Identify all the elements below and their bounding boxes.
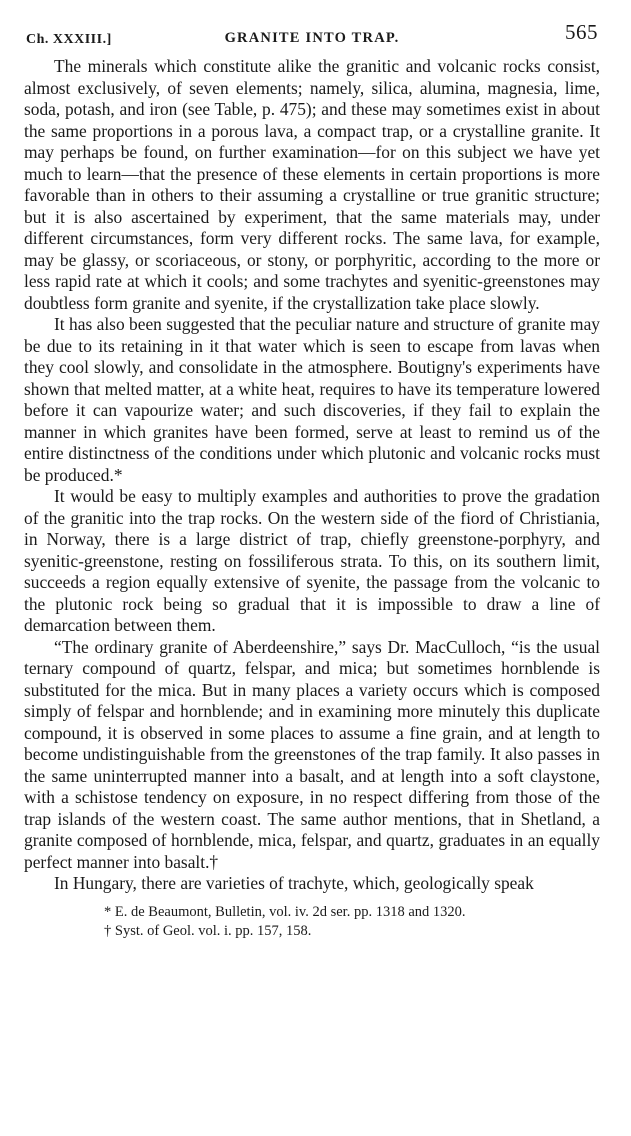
running-head — [24, 18, 600, 52]
paragraph: It would be easy to multiply examples and authorities to prove the gradation of the granitic into the trap rocks. On the western side of the fiord of Christiania, in Norway, there is a large district of trap, chiefly greenstone-porphyry, and syenitic-greenstone, resting on fossiliferous strata. To this, on its southern limit, succeeds a region equally extensive of syenite, the passage from the volcanic to the plutonic rock being so gradual that it is impossible to draw a line of demarcation between them. — [24, 486, 600, 635]
paragraph: “The ordinary granite of Aberdeenshire,” says Dr. MacCulloch, “is the usual ternary compound of quartz, felspar, and mica; but sometimes hornblende is substituted for the mica. But in many places a variety occurs which is composed simply of felspar and hornblende; and in examining more minutely this duplicate compound, it is observed in some places to assume a fine grain, and at length to become undistinguishable from the greenstones of the trap family. It also passes in the same uninterrupted manner into a basalt, and at length into a soft claystone, with a schistose tendency on exposure, in no respect differing from those of the trap islands of the western coast. The same author mentions, that in Shetland, a granite composed of hornblende, mica, felspar, and quartz, graduates in an equally perfect manner into basalt.† — [24, 636, 600, 872]
chapter-reference: Ch. XXXIII.] — [26, 32, 112, 47]
paragraph-continued: In Hungary, there are varieties of trachyte, which, geologically speak — [54, 873, 534, 893]
paragraph: The minerals which constitute alike the granitic and volcanic rocks consist, almost exclusively, of seven elements; namely, silica, alumina, magnesia, lime, soda, potash, and iron (see Table, p. 475); and these may sometimes exist in about the same proportions in a porous lava, a compact trap, or a crystalline granite. It may perhaps be found, on further examination—for on this subject we have yet much to learn—that the presence of these elements in certain proportions is more favorable than in others to their assuming a crystalline or true granitic structure; but it is also ascertained by experiment, that the same materials may, under different circumstances, form very different rocks. The same lava, for example, may be glassy, or scoriaceous, or stony, or porphyritic, according to the more or less rapid rate at which it cools; and some trachytes and syenitic-greenstones may doubtless form granite and syenite, if the crystallization take place slowly. — [24, 56, 600, 313]
paragraph: It has also been suggested that the peculiar nature and structure of granite may be due to its retaining in it that water which is seen to escape from lavas when they cool slowly, and consolidate in the atmosphere. Boutigny's experiments have shown that melted matter, at a white heat, requires to have its temperature lowered before it can vapourize water; and such discoveries, if they fail to explain the manner in which granites have been formed, serve at least to remind us of the entire distinctness of the conditions under which plutonic and volcanic rocks must be produced.* — [24, 314, 600, 485]
page-number: 565 — [565, 20, 598, 44]
book-page — [24, 18, 600, 941]
footnote-dagger: † Syst. of Geol. vol. i. pp. 157, 158. — [104, 922, 312, 939]
footnote-asterisk: * E. de Beaumont, Bulletin, vol. iv. 2d ser. pp. 1318 and 1320. — [104, 903, 466, 920]
footnotes — [24, 903, 600, 941]
body-text — [24, 56, 600, 895]
running-title: GRANITE INTO TRAP. — [224, 30, 400, 46]
